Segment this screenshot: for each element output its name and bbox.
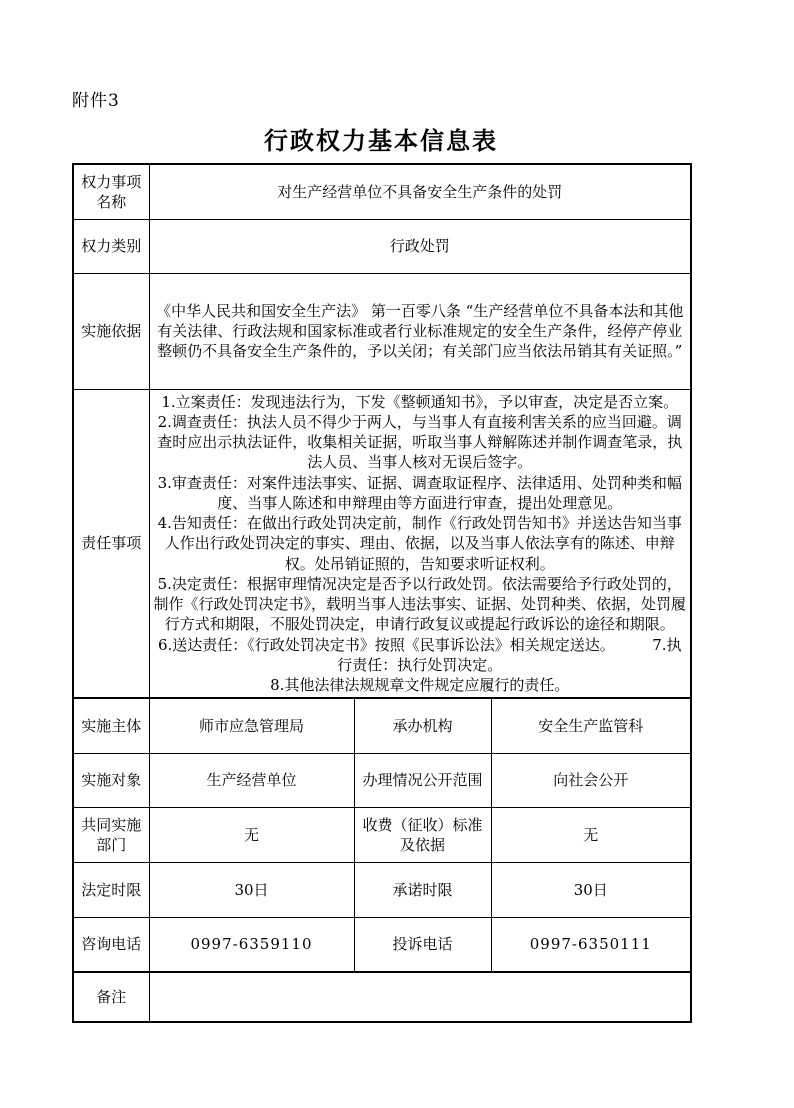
row-co-implementer — [73, 807, 691, 862]
row-implementer — [73, 698, 691, 753]
row-remarks — [73, 972, 691, 1022]
duties-label: 责任事项 — [73, 389, 149, 698]
co-implementer-label: 共同实施部门 — [73, 807, 149, 862]
row-time-limit — [73, 862, 691, 917]
implementer-value: 师市应急管理局 — [149, 698, 354, 753]
category-label: 权力类别 — [73, 219, 149, 273]
duties-value: 1.立案责任：发现违法行为，下发《整顿通知书》，予以审查，决定是否立案。 2.调查责任：执法人员不得少于两人，与当事人有直接利害关系的应当回避。调查时应出示执法证件，收集相关证据，听取当事人辩解陈述并制作调查笔录，执法人员、当事人核对无误后签字。 3.审查责任：对案件违法事实、证据、调查取证程序、法律适用、处罚种类和幅度、当事人陈述和申辩理由等方面进行审查，提出处理意见。 4.告知责任：在做出行政处罚决定前，制作《行政处罚告知书》并送达告知当事人作出行政处罚决定的事实、理由、依据，以及当事人依法享有的陈述、申辩权。处吊销证照的，告知要求听证权利。 5.决定责任：根据审理情况决定是否予以行政处罚。依法需要给予行政处罚的，制作《行政处罚决定书》，载明当事人违法事实、证据、处罚种类、依据，处罚履行方式和期限，不服处罚决定，申请行政复议或提起行政诉讼的途径和期限。 6.送达责任：《行政处罚决定书》按照《民事诉讼法》相关规定送达。 7.执行责任：执行处罚决定。 8.其他法律法规规章文件规定应履行的责任。 — [149, 389, 691, 698]
info-table — [72, 163, 692, 1023]
item-name-label: 权力事项名称 — [73, 164, 149, 219]
category-value: 行政处罚 — [149, 219, 691, 273]
row-phones — [73, 917, 691, 972]
basis-value: 《中华人民共和国安全生产法》 第一百零八条 “生产经营单位不具备本法和其他有关法律、行政法规和国家标准或者行业标准规定的安全生产条件，经停产停业整顿仍不具备安全生产条件的，予以关闭；有关部门应当依法吊销其有关证照。” — [149, 273, 691, 389]
attachment-label: 附件3 — [72, 91, 120, 111]
row-duties — [73, 389, 691, 698]
page-title: 行政权力基本信息表 — [264, 126, 498, 155]
statutory-limit-label: 法定时限 — [73, 862, 149, 917]
row-category — [73, 219, 691, 273]
row-target — [73, 753, 691, 807]
remarks-label: 备注 — [73, 972, 149, 1022]
co-implementer-value: 无 — [149, 807, 354, 862]
disclosure-label: 办理情况公开范围 — [354, 753, 491, 807]
consult-phone-value: 0997-6359110 — [149, 917, 354, 972]
agency-label: 承办机构 — [354, 698, 491, 753]
consult-phone-label: 咨询电话 — [73, 917, 149, 972]
disclosure-value: 向社会公开 — [491, 753, 691, 807]
row-item-name — [73, 164, 691, 219]
agency-value: 安全生产监管科 — [491, 698, 691, 753]
remarks-value — [149, 972, 691, 1022]
implementer-label: 实施主体 — [73, 698, 149, 753]
promised-limit-label: 承诺时限 — [354, 862, 491, 917]
target-value: 生产经营单位 — [149, 753, 354, 807]
fee-label: 收费（征收）标准及依据 — [354, 807, 491, 862]
item-name-value: 对生产经营单位不具备安全生产条件的处罚 — [149, 164, 691, 219]
fee-value: 无 — [491, 807, 691, 862]
target-label: 实施对象 — [73, 753, 149, 807]
complaint-phone-label: 投诉电话 — [354, 917, 491, 972]
promised-limit-value: 30日 — [491, 862, 691, 917]
complaint-phone-value: 0997-6350111 — [491, 917, 691, 972]
row-basis — [73, 273, 691, 389]
basis-label: 实施依据 — [73, 273, 149, 389]
statutory-limit-value: 30日 — [149, 862, 354, 917]
